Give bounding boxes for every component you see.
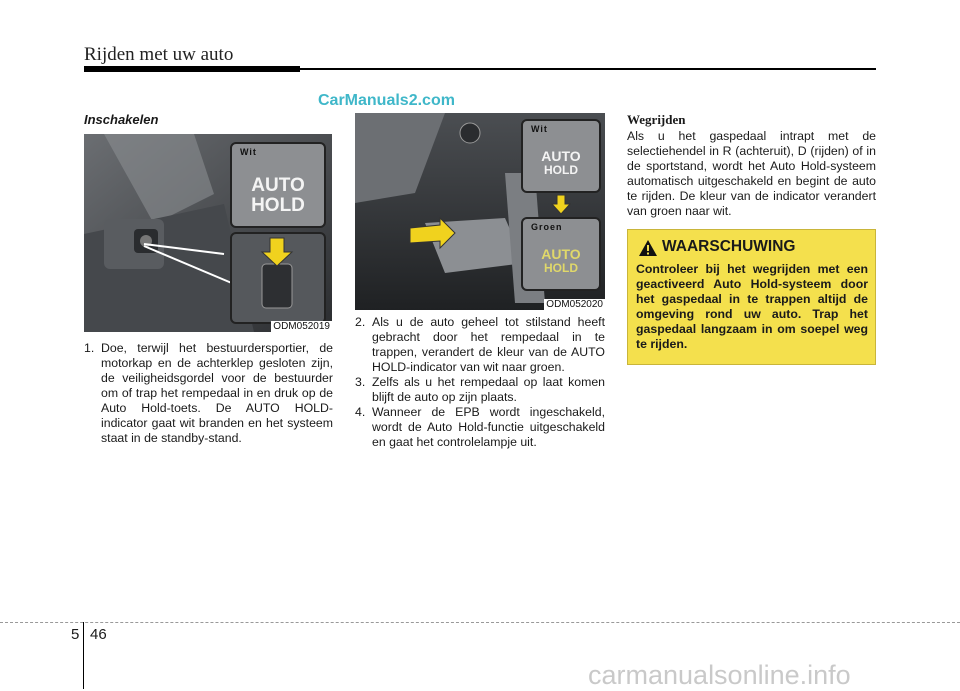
column-2-list bbox=[355, 315, 605, 450]
column-3-heading: Wegrijden bbox=[627, 112, 686, 127]
list-item-text: Zelfs als u het rempedaal op laat komen blijft de auto op zijn plaats. bbox=[372, 375, 605, 404]
footer-divider bbox=[83, 622, 84, 689]
badge-label-wit: Wit bbox=[531, 124, 548, 134]
watermark-bottom: carmanualsonline.info bbox=[588, 660, 851, 690]
section-heading: Inschakelen bbox=[84, 112, 159, 127]
list-item bbox=[84, 341, 333, 446]
warning-title: WAARSCHUWING bbox=[662, 238, 796, 255]
watermark-top-link[interactable]: CarManuals2.com bbox=[318, 92, 455, 109]
column-1-list bbox=[84, 341, 333, 446]
list-item bbox=[355, 375, 605, 405]
badge-label-groen: Groen bbox=[531, 222, 563, 232]
badge-label-wit: Wit bbox=[240, 147, 257, 157]
indicator-badge-white bbox=[230, 142, 326, 228]
indicator-badge-white-top bbox=[521, 119, 601, 193]
badge-text-auto: AUTO bbox=[251, 175, 305, 196]
footer-dashed-line bbox=[0, 622, 960, 623]
left-illustration bbox=[84, 134, 332, 332]
footer-section-number: 5 bbox=[71, 626, 80, 643]
badge-text-hold: HOLD bbox=[251, 195, 305, 216]
list-item-text: Doe, terwijl het bestuurdersportier, de motorkap en de achterklep gesloten zijn, de veiligheidsgordel voor de bestuurder om of trap het rempedaal in en druk op de Auto Hold-toets. De AUTO HOLD-indicator gaat wit branden en het systeem staat in de standby-stand. bbox=[101, 341, 333, 445]
badge-text-hold: HOLD bbox=[544, 261, 578, 275]
list-item bbox=[355, 405, 605, 450]
down-arrow-icon bbox=[551, 195, 571, 215]
list-item-number: 2. bbox=[355, 315, 366, 329]
button-closeup bbox=[230, 232, 326, 324]
down-arrow-icon bbox=[232, 234, 324, 322]
badge-text-auto: AUTO bbox=[541, 246, 581, 262]
indicator-badge-green bbox=[521, 217, 601, 291]
page-header-title: Rijden met uw auto bbox=[84, 44, 234, 65]
list-item-number: 1. bbox=[84, 341, 95, 355]
header-rule bbox=[84, 68, 876, 70]
list-item bbox=[355, 315, 605, 375]
footer-page-number: 46 bbox=[90, 626, 107, 643]
column-3-paragraph: Als u het gaspedaal intrapt met de selectiehendel in R (achteruit), D (rijden) of in de sportstand, wordt het Auto Hold-systeem automatisch uitgeschakeld en begint de auto te rijden. De kleur van de indicator verandert van groen naar wit. bbox=[627, 129, 876, 218]
warning-text: Controleer bij het wegrijden met een geactiveerd Auto Hold-systeem door het gaspedaal in te trappen altijd de omgeving rond uw auto. Trap het gaspedaal langzaam in om soepel weg te rijden. bbox=[636, 262, 868, 351]
warning-triangle-icon bbox=[638, 239, 658, 257]
image-code-left: ODM052019 bbox=[273, 321, 330, 332]
list-item-text: Wanneer de EPB wordt ingeschakeld, wordt de Auto Hold-functie uitgeschakeld en gaat het controlelampje uit. bbox=[372, 405, 605, 449]
badge-text-auto: AUTO bbox=[541, 148, 581, 164]
middle-illustration bbox=[355, 113, 605, 310]
list-item-number: 4. bbox=[355, 405, 366, 419]
badge-text-hold: HOLD bbox=[544, 163, 578, 177]
list-item-text: Als u de auto geheel tot stilstand heeft gebracht door het rempedaal in te trappen, verandert de kleur van de AUTO HOLD-indicator van wit naar groen. bbox=[372, 315, 605, 374]
image-code-middle: ODM052020 bbox=[546, 299, 603, 310]
list-item-number: 3. bbox=[355, 375, 366, 389]
